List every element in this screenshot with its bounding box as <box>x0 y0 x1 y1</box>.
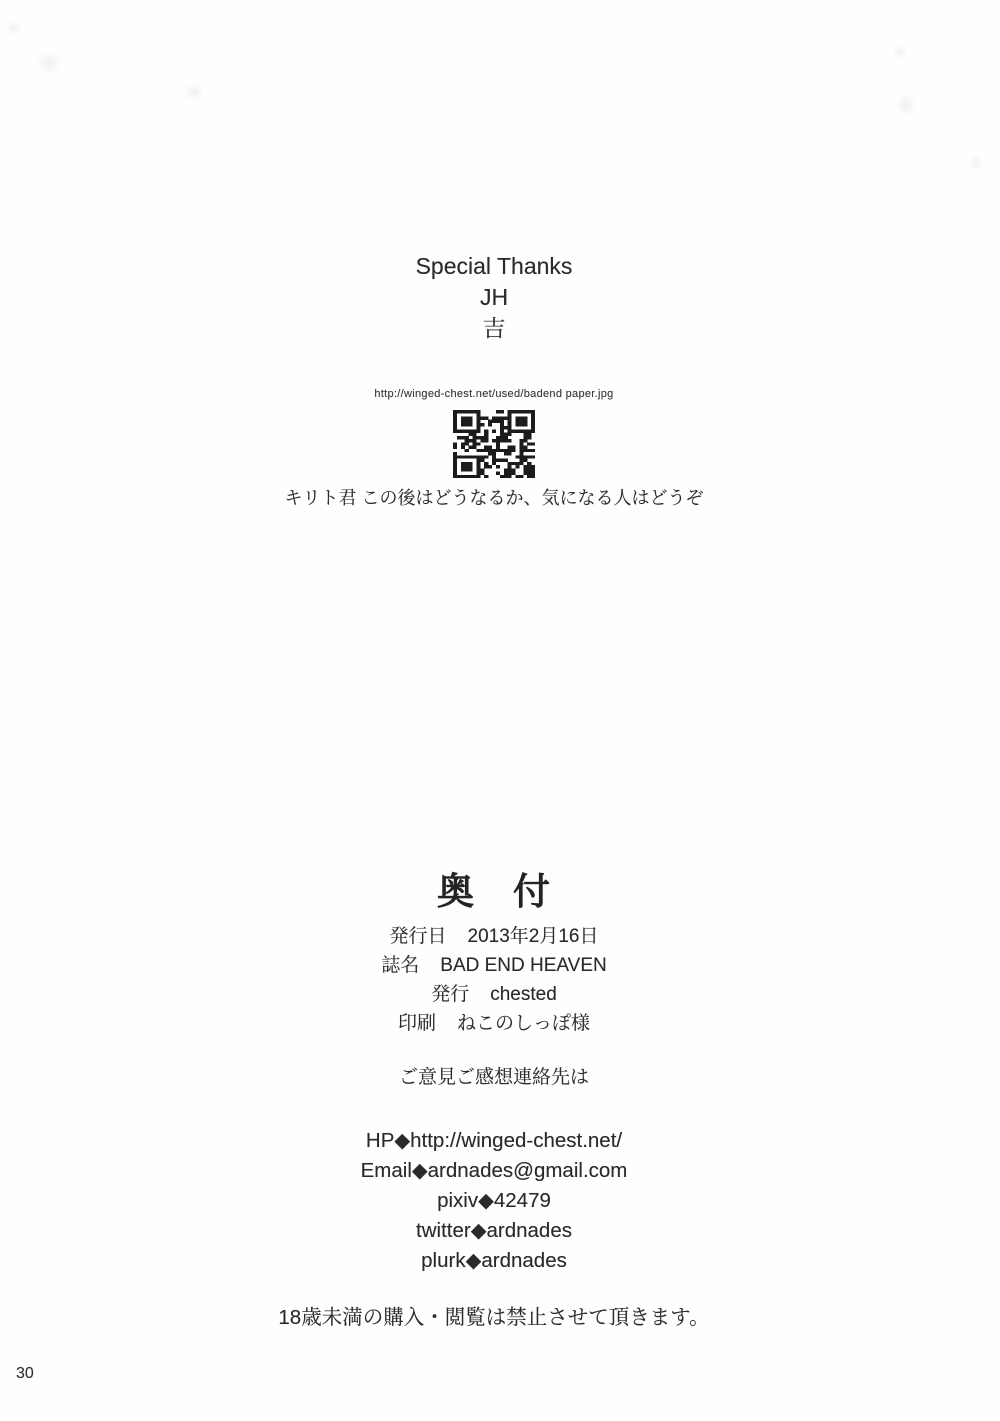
diamond-icon: ◆ <box>394 1129 411 1152</box>
row-label: 発行 <box>431 984 470 1005</box>
colophon-row <box>0 980 988 1009</box>
diamond-icon: ◆ <box>411 1159 428 1182</box>
qr-url-text: http://winged-chest.net/used/badend paper.jpg <box>374 388 614 400</box>
contact-value: ardnades@gmail.com <box>427 1159 628 1182</box>
scan-artifact <box>184 83 204 101</box>
contact-value: http://winged-chest.net/ <box>410 1129 623 1152</box>
diamond-icon: ◆ <box>465 1249 482 1272</box>
colophon-heading: 奥 付 <box>437 871 551 912</box>
contact-value: ardnades <box>481 1249 567 1272</box>
contact-intro: ご意見ご感想連絡先は <box>398 1067 589 1088</box>
colophon-row <box>0 951 988 980</box>
scan-artifact <box>893 45 907 59</box>
contact-row <box>0 1216 988 1246</box>
diamond-icon: ◆ <box>478 1189 494 1212</box>
diamond-icon: ◆ <box>470 1219 487 1242</box>
thanks-name: 吉 <box>482 315 506 341</box>
thanks-name: JH <box>479 284 509 310</box>
qr-code <box>453 410 535 478</box>
row-value: ねこのしっぽ様 <box>457 1013 591 1034</box>
row-label: 発行日 <box>389 926 447 947</box>
row-value: BAD END HEAVEN <box>440 955 607 976</box>
scan-artifact <box>36 51 62 75</box>
contact-value: 42479 <box>493 1189 551 1212</box>
contact-row <box>0 1156 988 1186</box>
row-label: 誌名 <box>381 955 420 976</box>
special-thanks-block <box>0 251 988 344</box>
colophon-row <box>0 1009 988 1038</box>
scan-artifact <box>968 155 984 171</box>
contact-label: pixiv <box>437 1189 479 1212</box>
row-value: chested <box>490 984 557 1005</box>
row-label: 印刷 <box>397 1013 436 1034</box>
contact-label: HP <box>365 1129 395 1152</box>
qr-code-container <box>0 410 988 483</box>
contact-row <box>0 1246 988 1276</box>
contact-row <box>0 1126 988 1156</box>
contacts-block <box>0 1126 988 1276</box>
qr-caption: キリト君 この後はどうなるか、気になる人はどうぞ <box>284 488 704 508</box>
special-thanks-title: Special Thanks <box>415 253 573 279</box>
page-number: 30 <box>16 1365 34 1382</box>
scan-artifact <box>6 20 22 36</box>
publication-info-block <box>0 922 988 1038</box>
contact-row <box>0 1186 988 1216</box>
scan-artifact <box>896 93 916 117</box>
contact-label: twitter <box>416 1219 471 1242</box>
contact-value: ardnades <box>486 1219 572 1242</box>
row-value: 2013年2月16日 <box>467 926 599 947</box>
colophon-row <box>0 922 988 951</box>
age-disclaimer: 18歳未満の購入・閲覧は禁止させて頂きます。 <box>278 1306 710 1329</box>
contact-label: plurk <box>421 1249 466 1272</box>
contact-label: Email <box>360 1159 412 1182</box>
